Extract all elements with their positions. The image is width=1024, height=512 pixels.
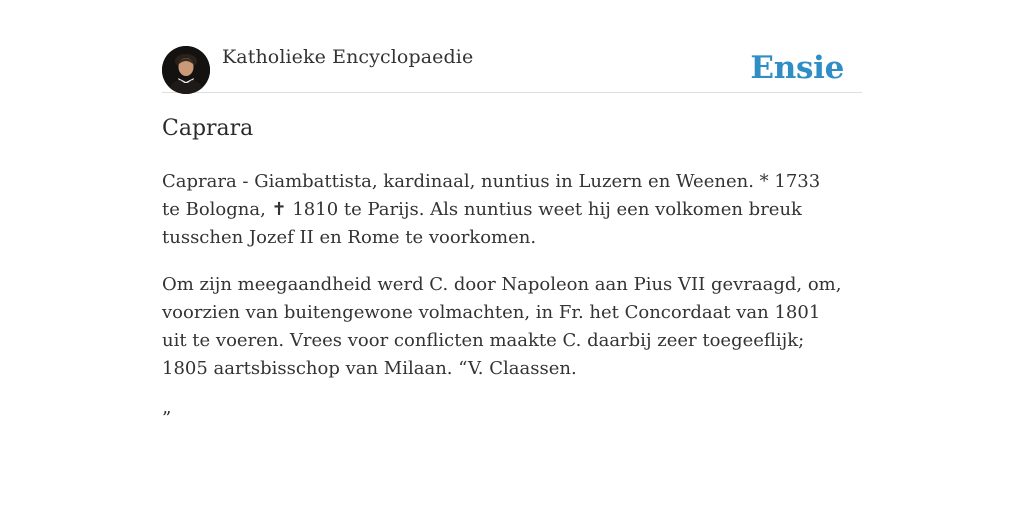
portrait-avatar-icon[interactable] [162,46,210,94]
article-paragraph: Om zijn meegaandheid werd C. door Napoleon aan Pius VII gevraagd, om, voorzien van buitengewone volmachten, in Fr. het Concordaat van 1801 uit te voeren. Vrees voor conflicten maakte C. daarbij zeer toegeeflijk; 1805 aartsbisschop van Milaan. “V. Claassen. [162,274,842,379]
source-name[interactable]: Katholieke Encyclopaedie [222,46,474,68]
site-header [162,44,862,93]
article-paragraph: Caprara - Giambattista, kardinaal, nuntius in Luzern en Weenen. * 1733 te Bologna, ✝ 1810 te Parijs. Als nuntius weet hij een volkomen breuk tusschen Jozef II en Rome te voorkomen. [162,171,821,248]
closing-quote-mark: ” [162,408,172,429]
article-title: Caprara [162,116,254,141]
ensie-logo[interactable]: Ensie [750,50,844,86]
portrait-icon [162,46,210,94]
article-body [162,168,842,402]
